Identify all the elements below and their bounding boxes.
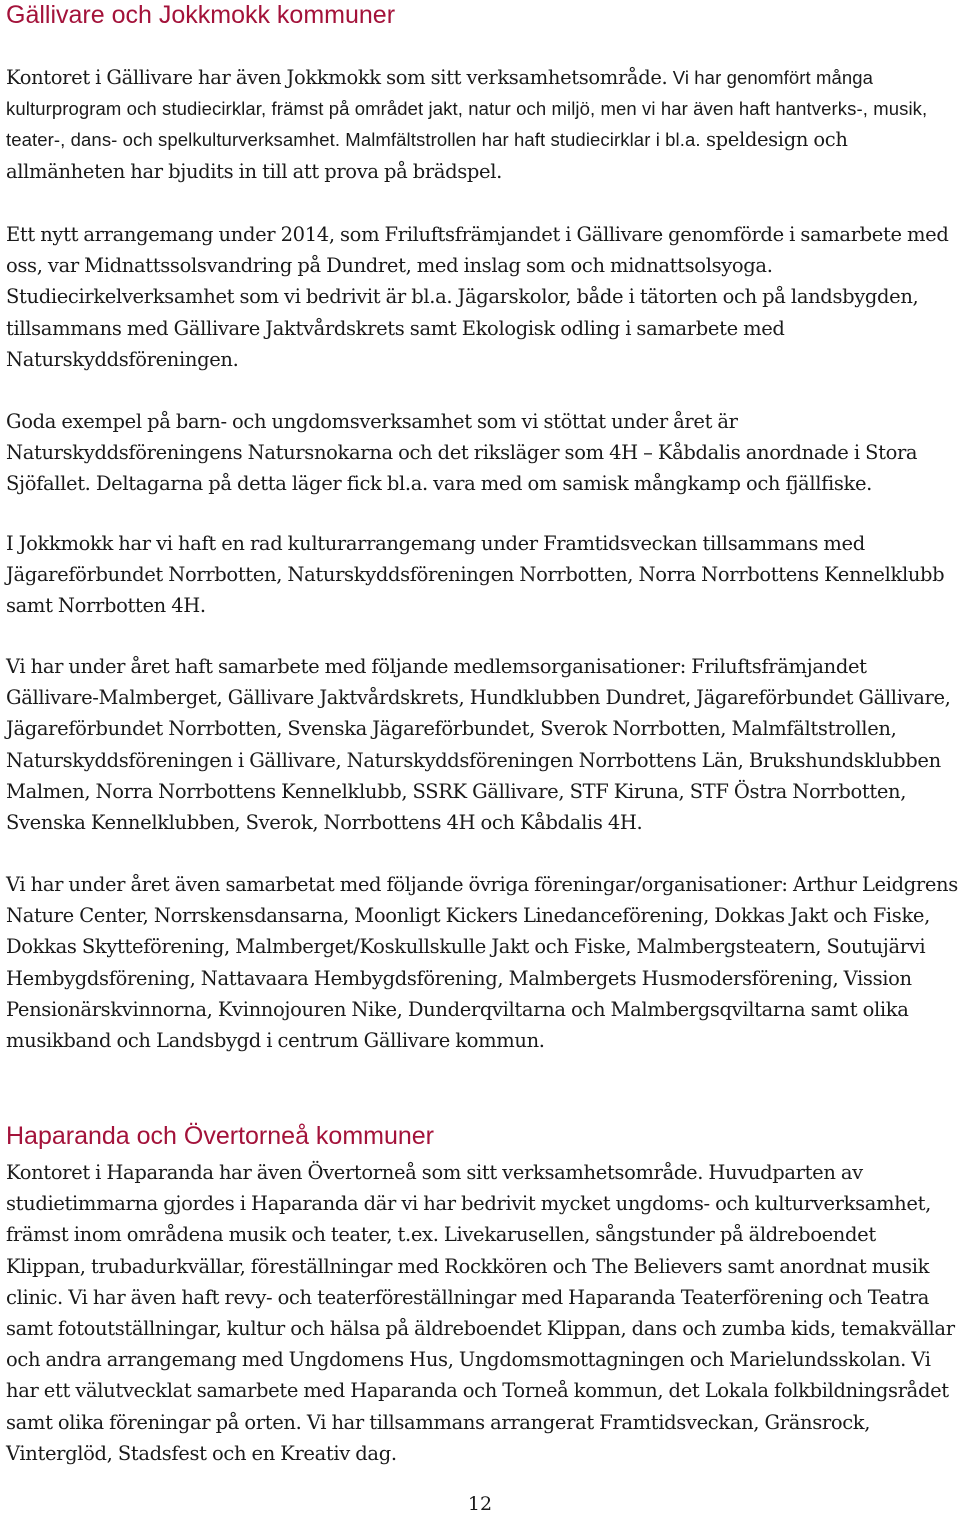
intro-lead-text: Kontoret i Gällivare har även Jokkmokk som sitt verksamhetsområde. bbox=[6, 66, 673, 89]
paragraph-gallivare-intro bbox=[6, 62, 958, 187]
paragraph-ovriga-foreningar: Vi har under året även samarbetat med följande övriga föreningar/organisationer: Arthur Leidgrens Nature Center, Norrskensdansarna, Moonligt Kickers Linedanceförening, Dokkas Jakt och Fiske, Dokkas Skytteförening, Malmberget/Koskullskulle Jakt och Fiske, Malmbergsteatern, Soutujärvi Hembygdsförening, Nattavaara Hembygdsförening, Malmbergets Husmodersförening, Vission Pensionärskvinnorna, Kvinnojouren Nike, Dunderqviltarna och Malmbergsqviltarna samt olika musikband och Landsbygd i centrum Gällivare kommun. bbox=[6, 873, 958, 1053]
section-heading-haparanda: Haparanda och Övertorneå kommuner bbox=[6, 1122, 435, 1150]
paragraph-medlemsorganisationer: Vi har under året haft samarbete med följande medlemsorganisationer: Friluftsfrämjandet Gällivare-Malmberget, Gällivare Jaktvårdskrets, Hundklubben Dundret, Jägareförbundet Gällivare, Jägareförbundet Norrbotten, Svenska Jägareförbundet, Sverok Norrbotten, Malmfältstrollen, Naturskyddsföreningen i Gällivare, Naturskyddsföreningen Norrbottens Län, Brukshundsklubben Malmen, Norra Norrbottens Kennelklubb, SSRK Gällivare, STF Kiruna, STF Östra Norrbotten, Svenska Kennelklubben, Sverok, Norrbottens 4H och Kåbdalis 4H. bbox=[6, 655, 951, 835]
section-heading-gallivare: Gällivare och Jokkmokk kommuner bbox=[6, 1, 396, 29]
paragraph-barn-ungdom: Goda exempel på barn- och ungdomsverksamhet som vi stöttat under året är Naturskyddsföreningens Natursnokarna och det riksläger som 4H – Kåbdalis anordnade i Stora Sjöfallet. Deltagarna på detta läger fick bl.a. vara med om samisk mångkamp och fjällfiske. bbox=[6, 410, 918, 496]
intro-tail-text: speldesign och allmänheten har bjudits in till att prova på brädspel. bbox=[6, 128, 848, 183]
intro-sans-text: Vi har genomfört många kulturprogram och studiecirklar, främst på området jakt, natur och miljö, men vi har även haft hantverks-, musik, teater-, dans- och spelkulturverksamhet. Malmfältstrollen har haft studiecirklar i bl.a. bbox=[6, 67, 928, 151]
paragraph-jokkmokk: I Jokkmokk har vi haft en rad kulturarrangemang under Framtidsveckan tillsammans med Jägareförbundet Norrbotten, Naturskyddsföreningen Norrbotten, Norra Norrbottens Kennelklubb samt Norrbotten 4H. bbox=[6, 532, 945, 618]
paragraph-haparanda: Kontoret i Haparanda har även Övertorneå som sitt verksamhetsområde. Huvudparten av studietimmarna gjordes i Haparanda där vi har bedrivit mycket ungdoms- och kulturverksamhet, främst inom områdena musik och teater, t.ex. Livekarusellen, sångstunder på äldreboendet Klippan, trubadurkvällar, föreställningar med Rockkören och The Believers samt anordnat musik clinic. Vi har även haft revy- och teaterföreställningar med Haparanda Teaterförening och Teatra samt fotoutställningar, kultur och hälsa på äldreboendet Klippan, dans och zumba kids, temakvällar och andra arrangemang med Ungdomens Hus, Ungdomsmottagningen och Marielundsskolan. Vi har ett välutvecklat samarbete med Haparanda och Torneå kommun, det Lokala folkbildningsrådet samt olika föreningar på orten. Vi har tillsammans arrangerat Framtidsveckan, Gränsrock, Vinterglöd, Stadsfest och en Kreativ dag. bbox=[6, 1161, 955, 1465]
paragraph-midnattssol: Ett nytt arrangemang under 2014, som Friluftsfrämjandet i Gällivare genomförde i samarbete med oss, var Midnattssolsvandring på Dundret, med inslag som och midnattsolsyoga. Studiecirkelverksamhet som vi bedrivit är bl.a. Jägarskolor, både i tätorten och på landsbygden, tillsammans med Gällivare Jaktvårdskrets samt Ekologisk odling i samarbete med Naturskyddsföreningen. bbox=[6, 223, 949, 371]
page-number: 12 bbox=[467, 1493, 493, 1515]
